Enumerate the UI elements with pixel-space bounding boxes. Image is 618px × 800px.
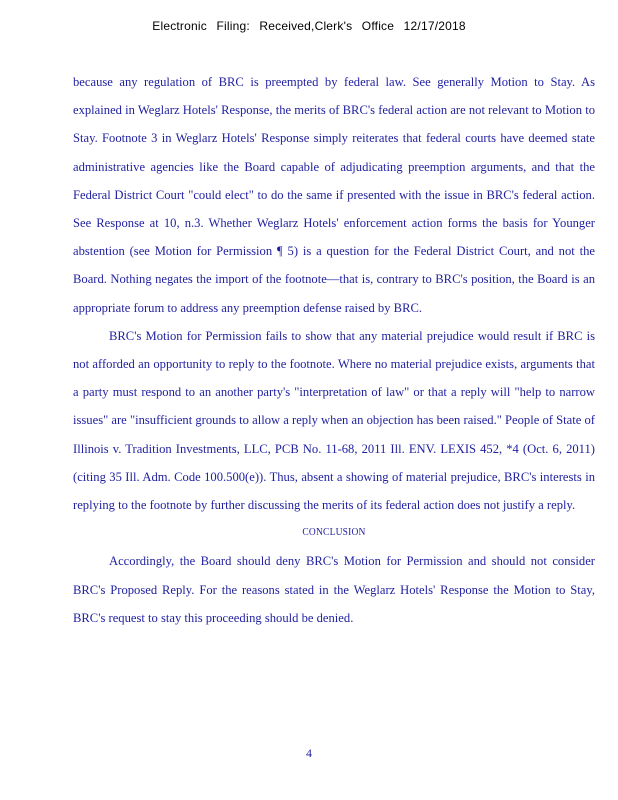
document-body [73, 68, 595, 632]
paragraph-preemption-argument: because any regulation of BRC is preempted by federal law. See generally Motion to Stay. As explained in Weglarz Hotels' Response, the merits of BRC's federal action are not relevant to Motion to Stay. Footnote 3 in Weglarz Hotels' Response simply reiterates that federal courts have deemed state administrative agencies like the Board capable of adjudicating preemption arguments, and that the Federal District Court "could elect" to do the same if presented with the issue in BRC's federal action. See Response at 10, n.3. Whether Weglarz Hotels' enforcement action forms the basis for Younger abstention (see Motion for Permission ¶ 5) is a question for the Federal District Court, and not the Board. Nothing negates the import of the footnote—that is, contrary to BRC's position, the Board is an appropriate forum to address any preemption defense raised by BRC. [73, 75, 595, 315]
page-number: 4 [306, 746, 312, 760]
paragraph-material-prejudice: BRC's Motion for Permission fails to show that any material prejudice would result if BRC is not afforded an opportunity to reply to the footnote. Where no material prejudice exists, arguments that a party must respond to an another party's "interpretation of law" or that a reply will "help to narrow issues" are "insufficient grounds to allow a reply when an objection has been raised." People of State of Illinois v. Tradition Investments, LLC, PCB No. 11-68, 2011 Ill. ENV. LEXIS 452, *4 (Oct. 6, 2011) (citing 35 Ill. Adm. Code 100.500(e)). Thus, absent a showing of material prejudice, BRC's interests in replying to the footnote by further discussing the merits of its federal action does not justify a reply. [73, 328, 595, 513]
paragraph-conclusion: Accordingly, the Board should deny BRC's Motion for Permission and should not consider BRC's Proposed Reply. For the reasons stated in the Weglarz Hotels' Response the Motion to Stay, BRC's request to stay this proceeding should be denied. [73, 554, 595, 625]
filing-stamp-header: Electronic Filing: Received,Clerk's Office 12/17/2018 [152, 19, 466, 33]
section-heading-conclusion: CONCLUSION [302, 527, 366, 539]
